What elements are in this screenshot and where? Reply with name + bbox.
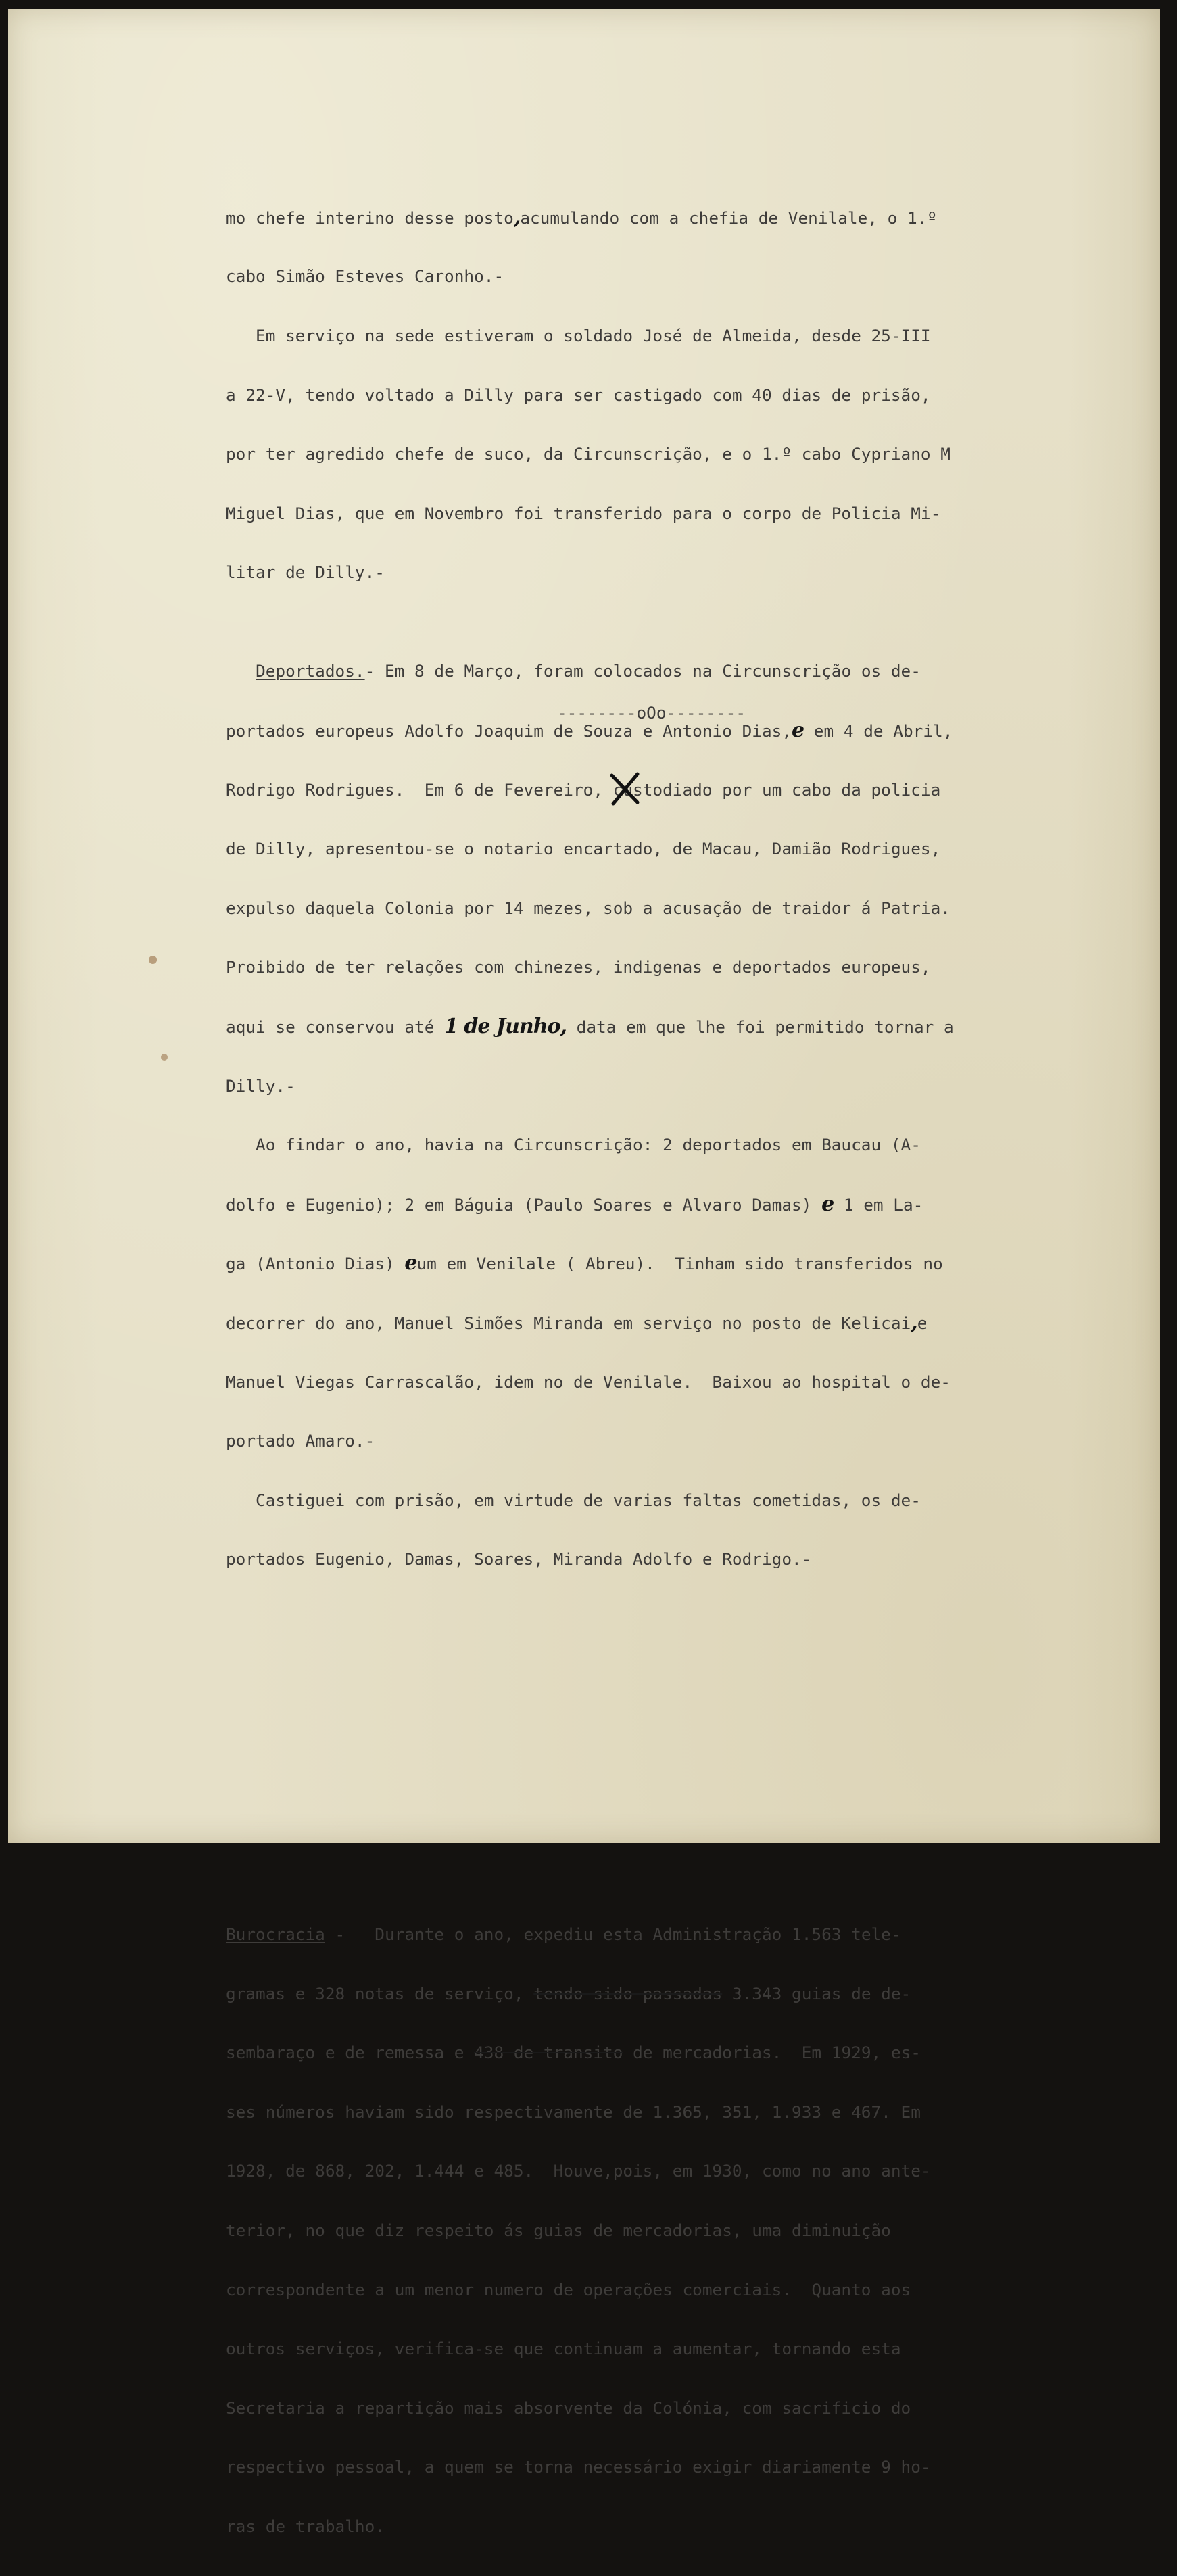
- text-line: portados europeus Adolfo Joaquim de Souza e Antonio Dias,e em 4 de Abril,: [226, 718, 953, 742]
- paper-stain: [149, 956, 157, 964]
- text-line: gramas e 328 notas de serviço, tendo sido passadas 3.343 guias de de-: [226, 1983, 911, 2003]
- text-line: Miguel Dias, que em Novembro foi transferido para o corpo de Policia Mi-: [226, 503, 941, 523]
- text-line: terior, no que diz respeito ás guias de mercadorias, uma diminuição: [226, 2220, 891, 2241]
- text-line: Castiguei com prisão, em virtude de varias faltas cometidas, os de-: [226, 1490, 921, 1510]
- text-line: outros serviços, verifica-se que continuam a aumentar, tornando esta: [226, 2339, 901, 2359]
- text-line: Manuel Viegas Carrascalão, idem no de Venilale. Baixou ao hospital o de-: [226, 1371, 951, 1392]
- handwritten-annotation: ,: [513, 205, 521, 229]
- text-line: Ao findar o ano, havia na Circunscrição: 2 deportados em Baucau (A-: [226, 1135, 921, 1155]
- text-line: respectivo pessoal, a quem se torna necessário exigir diariamente 9 ho-: [226, 2457, 931, 2477]
- text-line: sembaraço e de remessa e 438 de transito de mercadorias. Em 1929, es-: [226, 2043, 921, 2063]
- text-line: litar de Dilly.-: [226, 562, 385, 583]
- text-line: mo chefe interino desse posto,acumulando com a chefia de Venilale, o 1.º: [226, 205, 938, 229]
- text-line: portado Amaro.-: [226, 1431, 375, 1451]
- text-line: de Dilly, apresentou-se o notario encartado, de Macau, Damião Rodrigues,: [226, 839, 941, 859]
- handwritten-annotation: 1 de Junho,: [444, 1014, 567, 1038]
- text-line: 1928, de 868, 202, 1.444 e 485. Houve,pois, em 1930, como no ano ante-: [226, 2161, 931, 2181]
- text-line: ses números haviam sido respectivamente de 1.365, 351, 1.933 e 467. Em: [226, 2101, 921, 2122]
- text-line: cabo Simão Esteves Caronho.-: [226, 266, 504, 287]
- text-line: portados Eugenio, Damas, Soares, Miranda Adolfo e Rodrigo.-: [226, 1549, 812, 1570]
- struck-text: tendo sido passadas: [533, 1983, 723, 2003]
- handwritten-annotation: e: [792, 718, 804, 742]
- text-line: Proibido de ter relações com chinezes, indigenas e deportados europeus,: [226, 957, 931, 977]
- struck-text: 438 de transito: [474, 2043, 623, 2063]
- text-line: ga (Antonio Dias) eum em Venilale ( Abreu). Tinham sido transferidos no: [226, 1251, 943, 1275]
- section-separator: --------oOo--------: [557, 703, 746, 723]
- paper-stain: [161, 1054, 168, 1061]
- text-line: a 22-V, tendo voltado a Dilly para ser castigado com 40 dias de prisão,: [226, 385, 931, 405]
- text-line: por ter agredido chefe de suco, da Circunscrição, e o 1.º cabo Cypriano M: [226, 444, 951, 464]
- text-line: dolfo e Eugenio); 2 em Báguia (Paulo Soares e Alvaro Damas) e 1 em La-: [226, 1192, 923, 1216]
- text-line: expulso daquela Colonia por 14 mezes, sob a acusação de traidor á Patria.: [226, 898, 951, 918]
- text-line: ras de trabalho.: [226, 2517, 385, 2536]
- handwritten-annotation: ,: [911, 1310, 917, 1334]
- handwritten-annotation: e: [821, 1192, 834, 1216]
- text-line: correspondente a um menor numero de operações comerciais. Quanto aos: [226, 2279, 911, 2300]
- text-line: Em serviço na sede estiveram o soldado José de Almeida, desde 25-III: [226, 326, 931, 345]
- document-page: [8, 9, 1160, 2536]
- text-line: Deportados.- Em 8 de Março, foram colocados na Circunscrição os de-: [256, 661, 921, 681]
- text-line: Rodrigo Rodrigues. Em 6 de Fevereiro, custodiado por um cabo da policia: [226, 779, 941, 800]
- text-line: Burocracia - Durante o ano, expediu esta Administração 1.563 tele-: [226, 1924, 901, 1945]
- text-line: decorrer do ano, Manuel Simões Miranda em serviço no posto de Kelicai,e: [226, 1310, 928, 1334]
- text-line: Dilly.-: [226, 1075, 295, 1096]
- handwritten-x-mark-icon: [608, 771, 642, 806]
- section-heading-deportados: Deportados.: [256, 661, 365, 681]
- section-heading-burocracia: Burocracia: [226, 1924, 325, 1945]
- typed-report-text: [226, 128, 1172, 2576]
- handwritten-annotation: e: [404, 1251, 417, 1275]
- text-line: Secretaria a repartição mais absorvente da Colónia, com sacrificio do: [226, 2398, 911, 2418]
- text-line: aqui se conservou até 1 de Junho, data em que lhe foi permitido tornar a: [226, 1014, 954, 1038]
